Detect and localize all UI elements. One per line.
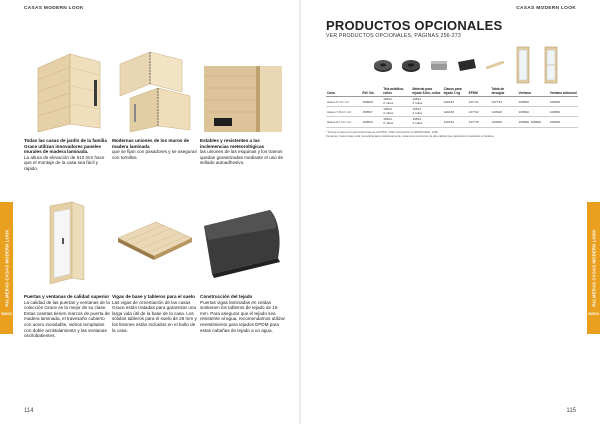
feature-body: La altura de elevación de 510 mm hace que el montaje de la casa sea fácil y rápido. — [24, 154, 105, 171]
wall-panel-photo — [24, 42, 110, 134]
page-gutter — [299, 0, 301, 424]
window-image — [512, 44, 534, 86]
feature-floor-beams — [112, 198, 198, 333]
table-cell: 10524 2 rollos — [382, 97, 411, 107]
feature-title: Estables y resistentes a las inclemencias meteorológicas — [200, 138, 265, 149]
feature-weather-sealing — [200, 42, 286, 166]
roofing-felt-roll-image — [372, 44, 394, 86]
feature-title: Puertas y ventanas de calidad superior — [24, 294, 110, 299]
window-frame-photo — [24, 198, 110, 290]
table-cell: 137711 — [468, 97, 491, 107]
feature-title: Modernas uniones de los muros de madera laminada — [112, 138, 190, 149]
feature-wall-panels — [24, 42, 110, 172]
side-tab-text: PALMERAS CASAS MODERN LOOK — [591, 229, 596, 307]
corner-seal-photo — [200, 42, 286, 134]
table-cell: 108690, 108690 — [518, 117, 549, 127]
side-tab-text: PALMERAS CASAS MODERN LOOK — [4, 229, 9, 307]
table-cell: 134528 — [490, 107, 517, 117]
table-footnote: Ventanas: Casa Grace está manufacturada cuidadosamente, solamente productos de alta calidad que garanticen resultados completos. — [326, 134, 495, 138]
feature-body: La calidad de las puertas y ventanas de la colección Grace es la mejor de su clase. Estas casetas tienen marcos de puerta de madera laminada, el travesaño cubierto con acero inoxidable, vidrios templados con doble acristalamiento y las ventanas oscilobatientes. — [24, 299, 110, 339]
table-cell: 108690 — [518, 97, 549, 107]
table-cell: 10524 2 rollos — [382, 117, 411, 127]
optional-products-subtitle: VER PRODUCTOS OPCIONALES, PÁGINAS 256-273 — [326, 33, 461, 39]
extra-window-image — [540, 44, 562, 86]
table-cell: 129130 — [443, 117, 468, 127]
table-footnote: * Incluye la laja en la estructura base de HOTWO / Más información en EPDM fiable, 1400 — [326, 130, 438, 134]
table-cell: Grace 8,7 m² / m² — [326, 117, 361, 127]
feature-title: Construcción del tejado — [200, 294, 253, 299]
roofing-nails-image — [428, 44, 450, 86]
table-cell: 134528 — [490, 117, 517, 127]
table-cell: Grace 6 m² / m² — [326, 97, 361, 107]
side-tab-code: SW/10 — [588, 312, 599, 316]
column-header: Material para tejado 5,6m, rollos — [411, 86, 442, 97]
table-row — [326, 107, 578, 117]
table-cell: 129130 — [443, 107, 468, 117]
table-row — [326, 97, 578, 107]
column-header: Clavos para tejado 1 kg — [443, 86, 468, 97]
side-tab-right — [587, 202, 600, 334]
drip-board-image — [484, 44, 506, 86]
feature-title: Todas las casas de jardín de la familia Grace utilizan innovadores paneles murales de madera laminada. — [24, 138, 107, 155]
optional-products-table — [326, 86, 578, 128]
roof-membrane-photo — [200, 198, 286, 290]
column-header: Ventana — [518, 86, 549, 97]
feature-roof-construction — [200, 198, 286, 333]
table-cell: 137776 — [468, 117, 491, 127]
feature-body: las uniones de las esquinas y los tramos quedan garantizadas mediante el uso de sellado autoadhesivo. — [200, 149, 284, 166]
table-cell: 10524 4 rollos — [411, 107, 442, 117]
table-cell: 10524 4 rollos — [411, 97, 442, 107]
column-header: EPDM — [468, 86, 491, 97]
table-cell: 150500 — [361, 97, 382, 107]
running-head-right: CASAS MODERN LOOK — [516, 6, 576, 11]
table-header-row — [326, 86, 578, 97]
page-number-right: 115 — [566, 408, 576, 414]
epdm-sheet-image — [456, 44, 478, 86]
table-cell: 150603 — [361, 117, 382, 127]
feature-wall-joints — [112, 42, 198, 160]
optional-products-title: PRODUCTOS OPCIONALES — [326, 18, 503, 33]
table-cell: 10524 2 rollos — [382, 107, 411, 117]
running-head-left: CASAS MODERN LOOK — [24, 6, 84, 11]
page-number-left: 114 — [24, 408, 34, 414]
column-header: Tabla de desagüe — [490, 86, 517, 97]
table-cell: 108684 — [549, 97, 578, 107]
column-header: Casa — [326, 86, 361, 97]
feature-body: que se fijan con pasadores y se aseguran con tornillos. — [112, 149, 198, 160]
feature-body: Las vigas de cimentación de las casas Grace están tratadas para garantizar una larga vida útil de la base de la casa. Los sólidos tableros para el suelo de 28 mm y los listones están incluidos en el bulto de la casa. — [112, 299, 197, 333]
table-cell: Grace 7,8 m² / m² — [326, 107, 361, 117]
roofing-material-roll-image — [400, 44, 422, 86]
table-cell: 108690 — [518, 107, 549, 117]
column-header: Ref. No. — [361, 86, 382, 97]
feature-doors-windows — [24, 198, 110, 339]
table-cell: 108684 — [549, 117, 578, 127]
table-cell: 137722 — [468, 107, 491, 117]
feature-title: Vigas de base y tableros para el suelo — [112, 294, 195, 299]
table-cell: 137733 — [490, 97, 517, 107]
column-header: Ventana adicional — [549, 86, 578, 97]
column-header: Tela asfáltica, rollos — [382, 86, 411, 97]
table-cell: 10524 4 rollos — [411, 117, 442, 127]
floor-boards-photo — [112, 198, 198, 290]
table-cell: 150507 — [361, 107, 382, 117]
table-cell: 129130 — [443, 97, 468, 107]
table-row — [326, 117, 578, 127]
side-tab-code: SW/10 — [1, 312, 12, 316]
wall-joint-photo — [112, 42, 198, 134]
table-cell: 108684 — [549, 107, 578, 117]
side-tab-left — [0, 202, 13, 334]
product-thumbnails — [372, 44, 576, 86]
feature-body: Puertas vigas laminadas en celdas sostienen los tableros de tejado de 19 mm. Para asegurar que el tejado sea resistente al agua, recomendamos utilizar revestimiento para tejados EPDM para estas cabañas de tejado a un agua. — [200, 299, 286, 333]
